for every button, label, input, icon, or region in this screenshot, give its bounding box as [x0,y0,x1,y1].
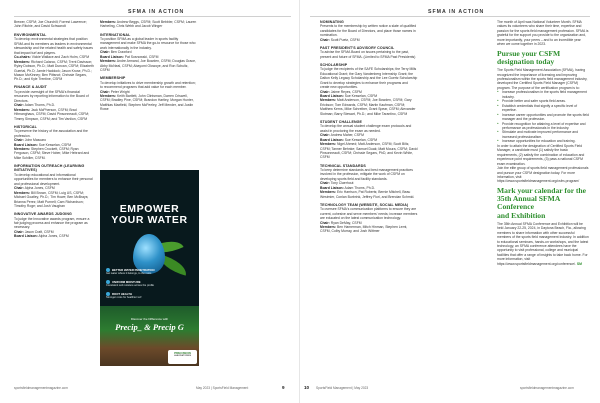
label: Members: [14,190,31,195]
label: Co-chairs: [14,55,31,60]
ad-benefit-title: UNIFORM MOISTURE [112,280,141,284]
names: Jaime Reyes, CSFM [330,89,362,94]
csfm-heading-line-2: designation today [497,56,555,66]
right-page [300,0,600,403]
section-title: TECHNOLOGY TEAM (WEBSITE, SOCIAL MEDIA) [320,202,409,207]
label: Members: [14,107,31,112]
logo-text-2: LABORATORIES [173,355,192,358]
names: Stephen Crockett, CSFM; Ryan Ferguson, CSFM; Steve Hober, Mike Hebrard and Mike Schiller, CSFM. [14,146,90,160]
section-title: MEMBERSHIP [100,76,126,81]
list-item: ● Stimulate and motivate improved performance and increased professionalism. [497,130,589,139]
csfm-heading [497,50,589,66]
page-number-left [282,385,285,390]
names: Andrew Maher, CSFM [330,133,364,138]
section-body: To provide oversight of the SFMA's financial resources by reporting information to the Board of Directors. [14,89,89,103]
label: Chair: [100,89,110,94]
section-body: To position SFMA as a global leader in sports facility management and make SFMA the go-to resource for those who work internationally in the industry. [100,36,196,50]
running-head-left: SFMA IN ACTION [128,9,185,15]
label: Board Liaison: [14,142,38,147]
label: Chair: [14,186,24,191]
label: Members: [320,225,337,229]
label: Members: [100,59,117,64]
csfm-body: The Sports Field Management Association (SFMA), having recognized the importance of licensing and improving professionalism within the sports field management industry, developed the Certified Sports Field Manager (CSFM) program. The purpose of the certification program is to: [497,68,588,90]
names: Ben Crawford [110,50,132,55]
label: Members: [320,142,337,147]
ad-headline [100,204,199,226]
names: Scott Puetz, CSFM [330,37,360,42]
label: Members: [320,98,337,103]
section-title: INTERNATIONAL [100,32,131,37]
list-item: ● Provide better and safer sports field areas. [497,99,589,103]
ad-tagline: Discover the Difference with [130,317,169,321]
section-title: TECHNICAL STANDARDS [320,163,366,168]
names: Ryan DeMay, CSFM [330,220,362,225]
label: Chair: [320,220,330,225]
end-mark: SM [576,261,583,266]
label: Board Liaison: [14,234,38,239]
section-body: To develop initiatives to drive membership growth and retention; to recommend programs that add value for each member. [100,80,196,90]
head-rule-left [14,16,291,17]
head-rule-right [310,16,590,17]
ad-benefit-text: Get water where it belongs, to the roots [106,272,152,275]
ad-headline-line-1: EMPOWER [119,203,180,215]
section-title: INFORMATION OUTREACH (LEARNING INITIATIVES) [14,163,85,173]
names: Alpha Jones, CSFM [24,186,55,191]
section-title: NOMINATING [320,20,344,24]
ad-benefit-title: BETTER WATER PENETRATION [112,268,155,272]
section-title: INNOVATIVE AWARDS JUDGING [14,212,72,217]
names: Sue Kesselan, CSFM [344,137,378,142]
page-number: 9 [282,385,285,390]
section-title: ENVIRONMENTAL [14,32,47,37]
ad-headline-line-2: YOUR WATER [111,214,188,226]
names: Andrew Beggs, CSFM; Scott Bebbler, CSFM; Lauren Harbeling, Chris Webb and Jacob Winger [100,20,197,29]
section-title: STUDENT CHALLENGE [320,119,363,124]
label: Chair: [320,89,330,94]
list-item: ● Establish credentials that signify a specific level of expertise. [497,104,589,113]
right-column-2 [497,20,589,266]
names: Bill Brown, CSFM; Luig US, CSFM; Michael Goatley, Ph.D.; Tim Howe; Ben McBrays; Brianna Perez; Matt Purnell; Cam Richardson; Timothy Roge; and Josh Vaughan [14,190,89,208]
label: Members: [320,190,337,195]
names: Vickie Wallace and Zach Holm, CSFM [31,55,90,60]
section-title: HISTORICAL [14,124,37,129]
label: Chair: [320,37,330,42]
csfm-heading-line-1: Pursue your CSFM [497,48,561,58]
label: Chair: [320,133,330,138]
label: Members: [100,93,117,98]
names: Sue Kesselan, CSFM [344,93,378,98]
names: Jack McPherson, CSFM; Brad Hitmanghaus, CSFM; David Pinsonneault, CSFM; Timmy Simpson, CSFM; and Tim Vanlion, CSFM [14,107,89,121]
advertisement [100,170,199,366]
label: Chair: [14,138,24,143]
label: Members: [100,20,117,24]
section-body: To oversee SFMA's communication platforms to ensure they are current, cohesive and serve members' needs; increase members are educated on the latest communication technology. [320,207,418,221]
section-body: To judge the Innovative awards program, ensure a fair judging process and enhance the program as necessary. [14,216,90,230]
names: Peter Wright [110,89,130,94]
names: Alpha Jones, CSFM [38,234,69,239]
section-title: SCHOLARSHIP [320,62,348,67]
names: Adam Thoms, Ph.D. [24,103,56,108]
conference-text: The 35th Annual SFMA Conference and Exhibition will be held January 22-25, 2024, in Daytona Beach, Fla., allowing members to share information with other successful members of the sports field management industry. In addition to educational seminars, hands-on workshops, and the latest technology, an SFMA conference attendees have the opportunity to visit professional, college and municipal facilities that offer a range of insights to take back home. For more information, visit https://www.sportsfieldmanagement.org/conference/. [497,221,589,266]
page-number: 10 [304,385,310,390]
csfm-purpose-list [497,90,589,143]
section-body: To develop environmental strategies that position SFMA and its members as leaders in environmental stewardship and the related health and safety issues that impact turf and players. [14,37,93,55]
section-body: To preserve the history of the association and the profession. [14,129,88,138]
label: Members: [14,146,31,151]
names: Adam Thoms, Ph.D. [344,185,375,190]
precision-labs-logo [168,350,197,364]
left-column-2 [100,20,198,112]
names: Richard Calarco, CSFM; Trent Davisson; Ryley Dobson, Ph.D.; Matt Duncan, CSFM; Elizabeth Guertal, Ph.D; Jamie Haddock; Jason Kruse, Ph.D.; Mason McKinney; Ben Pittsnot; Chrissie Segars, Ph.D.; and Kyle Trentine, CSFM [14,59,94,82]
section-body: Presents to the membership by written notice a slate of qualified candidates for the Board of Directors, and place those names in nomination. [320,24,417,38]
conference-heading-line-2: 35th Annual SFMA Conference [497,194,560,212]
list-item: ● Provide recognition for attaining a level of expertise and performance as professionals in the industry. [497,122,589,131]
conference-heading-line-1: Mark your calendar for the [497,185,587,195]
conference-heading [497,187,589,220]
section-body: To develop educational and informational opportunities for members to enhance their personal and professional development. [14,172,93,186]
names: Andre Armand, Joe Bowden, CSFM; Douglas Grace, Abby McNeal, CSFM; Abayomi Olowoye, and Ron Schultz, CSFM [100,59,196,73]
ad-benefit-text: Consistent soil moisture across the profile [106,284,155,287]
intro-text: Brewer, CSFM; Joe Churchill; Forrest Lawrence; John Ritchie, and David Schwandt [14,20,87,29]
label: Board Liaison: [320,137,344,142]
conference-body [497,222,589,267]
page-number-right [304,385,309,390]
label: Board Liaison: [100,54,124,59]
ad-benefit-title: ROOT HEALTH [112,292,132,296]
names: Eric Harrison, Pat Roberts; Bernie Mitchell, Beau Westmier, Conlan Burbrink, Jeffrey Fiori, and Brendan Schmid. [320,190,415,199]
label: Chair: [14,103,24,108]
names: Nigel Ahmed; Matt Anderson, CSFM; Scott Biltz, CSFM; Tanner Behnke; Samuel Duak; Matt Moura, CSFM; David Pinsonneault, CSFM; Chrissie Segars, PhD, and Kevin White, CSFM [320,142,418,160]
ad-benefit-text: Stronger roots for healthier turf [106,296,142,299]
left-column-1 [14,20,94,239]
section-title: PAST PRESIDENT'S ADVISORY COUNCIL [320,45,395,50]
section-title: FINANCE & AUDIT [14,85,47,90]
list-item: ● Increase opportunities for education and training. [497,139,589,143]
names: John Mascaro [24,138,47,143]
names: Ben Hamerman, Mitch Hinman, Stephen Lemt, CSFM, Colby Murray, and Josh Wittmer [320,225,408,234]
names: Pat Sosnowski, CSFM [124,54,159,59]
section-body: To advise the SFMA Board on issues pertaining to the past, present and future of SFMA. (Limited to SFMA Past Presidents) [320,50,416,59]
csfm-requirements: In order to attain the designation of Certified Sports Field Manager, a candidate must (1) satisfy the basic requirements, (2) satisfy the combination of education and experience point requirements, (3) pass a national CSFM exam examination. [497,143,585,166]
ad-benefit [106,292,156,299]
label: Board Liaison: [320,185,344,190]
section-body: To keep determine standards and best management practices involved in the profession, mitigate the work of CSFM on developing sports field and facility standards. [320,167,413,181]
names: Jason Craft, CSFM [24,229,54,234]
footer-url-right: sportsfieldmanagementmagazine.com [520,386,574,390]
ad-benefit [106,268,156,275]
list-item: ● Increase career opportunities and promote the sports field manager and the profession. [497,113,589,122]
label: Chair: [14,229,24,234]
right-column-1 [320,20,418,234]
conference-heading-line-3: and Exhibition [497,210,546,220]
label: Chair: [320,181,330,186]
running-head-right: SFMA IN ACTION [428,9,485,15]
section-body: To develop the annual student challenge exam protocols and assist in proctoring the exam as needed. [320,124,412,133]
names: Tony Claerhout [330,181,354,186]
names: Sue Kesselan, CSFM [38,142,72,147]
footer-url-left: sportsfieldmanagementmagazine.com [14,386,68,390]
section-body: To judge the recipients of the SAFE Scholarships; the Terry Mills Educational Grant; the Gary Vandenberg Internship Grant; the Dalton Kelly Legacy Scholarship and the Lee Guertz Scholarship Grant to develop strategies to enhance their programs and create new opportunities. [320,67,418,90]
ad-product-names: Precip_ & Precip G [115,322,184,332]
intro-text: The month of April was National Volunteer Month. SFMA values its volunteers who share their time, expertise and passion for the sports field management profession. SFMA is grateful for the support you provide to the organization and, more importantly, your peers – and to an incredible year when we come together in 2023. [497,20,589,47]
ad-benefit [106,280,156,287]
label: Members: [14,59,31,64]
names: Keith Bartlett, John Clintsman, Darren Criswell, CSFM; Bradley Pine, CSFM; Brandon Hartley, Morgan Hunter, Matthias Maxfield, Stephen McFeeley, Jeff Mender, and Justin Rowe [100,93,194,112]
footer-issue-right: SportsField Management | May 2023 [316,386,369,390]
logo-text-1: PRECISION [174,351,191,355]
label: Chair: [100,50,110,55]
label: Board Liaison: [320,93,344,98]
list-item: ● Increase professionalism in the sports field management industry. [497,90,589,99]
names: Matt Anderson, CSFM; Joe Bowden, CSFM; Gary Erickson; Tom Edwards, CSFM; Martin Kaufman, CSFM; Matthew Kerns, Mike Schreiber, Grant Spear, CSFM; Alexander Slotman; Barry Stewart, Ph.D.; and Mike Tarantino, CSFM [320,98,416,116]
csfm-call-to-action: Join the elite group of sports field management professionals and pursue your CSFM designation today. For more information, visit https://www.sportsfieldmanagement.org/csfm-program/ [497,166,589,184]
footer-issue-left: May 2023 | SportsField Management [196,386,249,390]
